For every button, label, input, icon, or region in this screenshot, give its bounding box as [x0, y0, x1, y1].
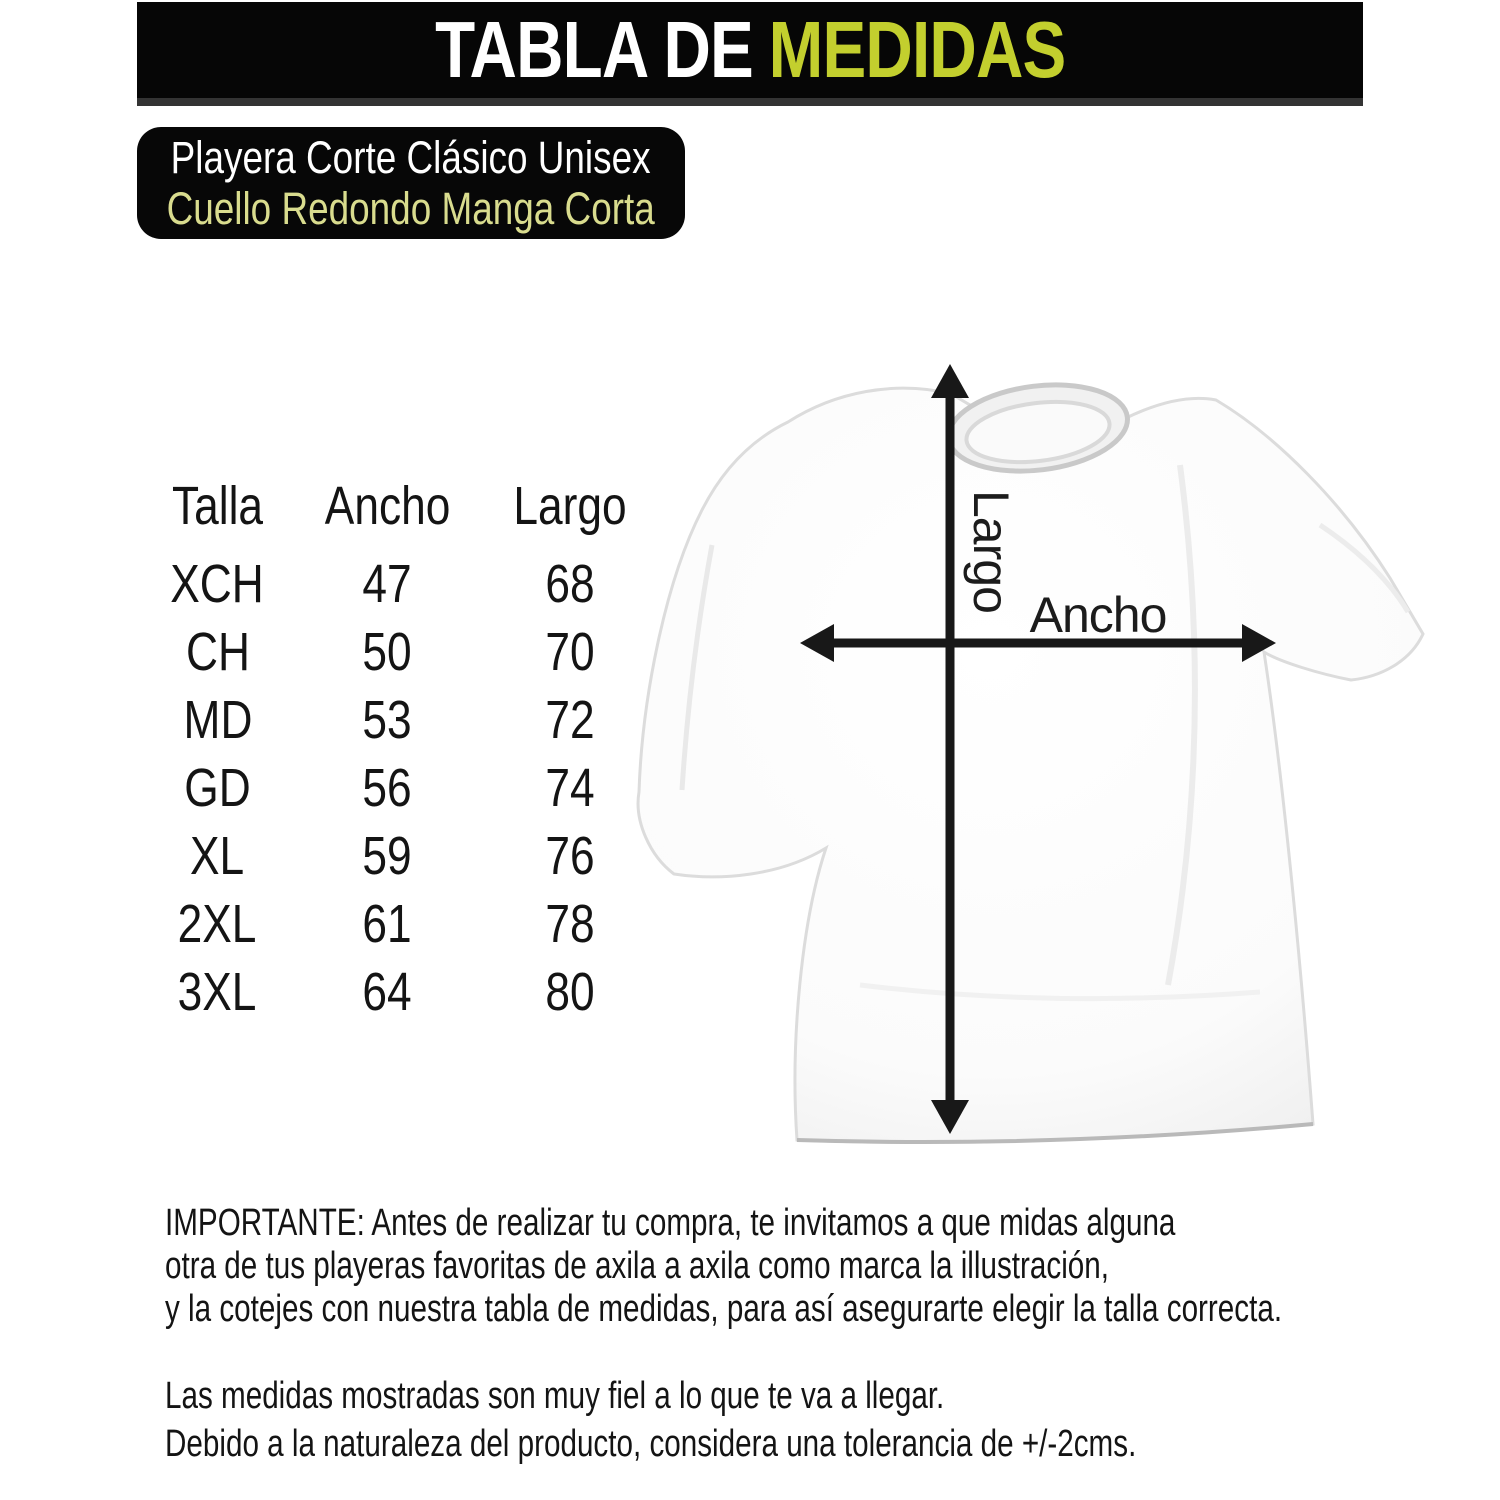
title-highlight: MEDIDAS — [768, 5, 1066, 94]
ancho-value: 59 — [362, 826, 413, 886]
product-badge — [137, 127, 685, 239]
table-row — [150, 686, 650, 754]
note-line: Las medidas mostradas son muy fiel a lo que te va a llegar. — [165, 1375, 945, 1417]
important-note — [165, 1202, 1500, 1331]
ancho-value: 61 — [362, 894, 413, 954]
table-row — [150, 550, 650, 618]
largo-value: 76 — [545, 826, 595, 886]
product-style: Cuello Redondo Manga Corta — [166, 183, 656, 234]
column-header-talla: Talla — [171, 476, 264, 536]
size-label: XCH — [170, 554, 265, 614]
title-bar — [137, 2, 1363, 106]
page-title — [435, 4, 1065, 96]
table-row — [150, 754, 650, 822]
ancho-value: 47 — [362, 554, 413, 614]
size-label: MD — [183, 690, 252, 750]
size-label: XL — [190, 826, 245, 886]
tshirt-diagram — [620, 340, 1500, 1160]
ancho-label: Ancho — [1029, 587, 1167, 643]
note-line: Debido a la naturaleza del producto, considera una tolerancia de +/-2cms. — [165, 1423, 1137, 1465]
ancho-value: 64 — [362, 962, 413, 1022]
largo-value: 78 — [545, 894, 595, 954]
table-row — [150, 822, 650, 890]
title-prefix: TABLA DE — [434, 5, 753, 94]
table-row — [150, 618, 650, 686]
size-label: CH — [185, 622, 250, 682]
table-row — [150, 890, 650, 958]
ancho-value: 50 — [362, 622, 413, 682]
largo-value: 70 — [545, 622, 595, 682]
note-line: IMPORTANTE: Antes de realizar tu compra, te invitamos a que midas alguna — [165, 1202, 1176, 1244]
table-header-row — [150, 462, 650, 550]
size-table — [150, 462, 650, 1026]
largo-value: 68 — [545, 554, 595, 614]
note-line: y la cotejes con nuestra tabla de medidas, para así asegurarte elegir la talla correcta. — [165, 1288, 1283, 1330]
size-label: 2XL — [178, 894, 257, 954]
column-header-ancho: Ancho — [324, 476, 451, 536]
size-label: 3XL — [178, 962, 257, 1022]
tshirt-photo — [620, 340, 1500, 1160]
table-row — [150, 958, 650, 1026]
note-line: otra de tus playeras favoritas de axila a axila como marca la illustración, — [165, 1245, 1109, 1287]
ancho-value: 53 — [362, 690, 413, 750]
tshirt-body — [638, 388, 1423, 1142]
product-name: Playera Corte Clásico Unisex — [171, 132, 651, 183]
size-label: GD — [184, 758, 251, 818]
tolerance-note — [165, 1372, 1410, 1468]
column-header-largo: Largo — [513, 476, 627, 536]
largo-label: Largo — [963, 490, 1019, 613]
largo-value: 72 — [545, 690, 595, 750]
largo-value: 80 — [545, 962, 595, 1022]
ancho-value: 56 — [362, 758, 413, 818]
largo-value: 74 — [545, 758, 595, 818]
